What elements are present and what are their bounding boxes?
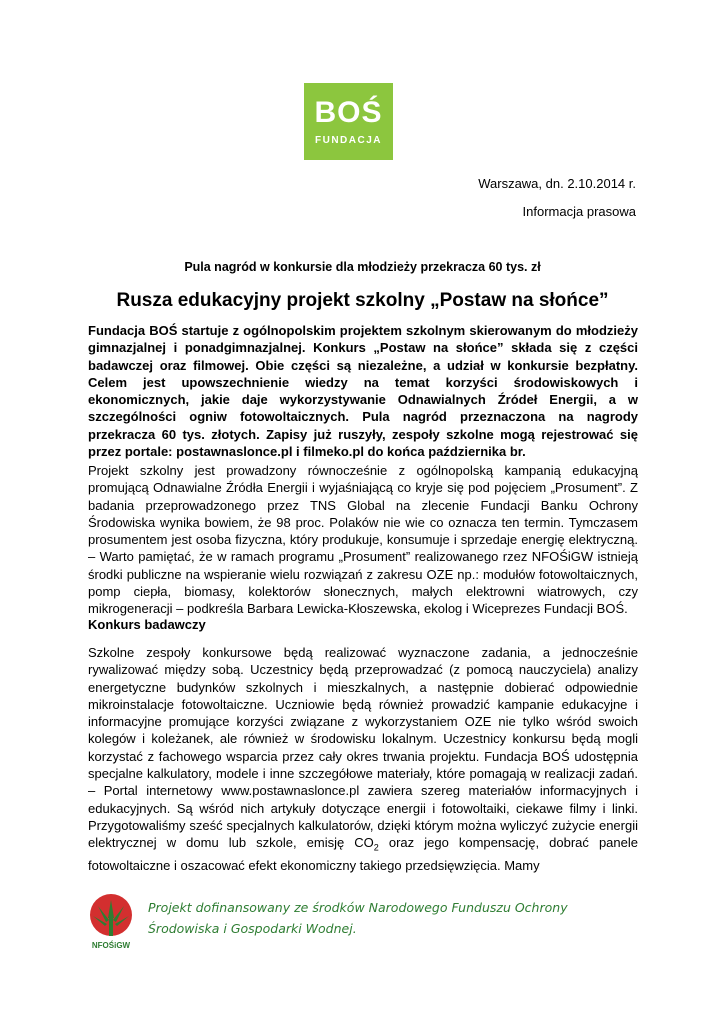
- nfosigw-logo-text: NFOŚiGW: [91, 941, 131, 950]
- body-paragraph-1: Projekt szkolny jest prowadzony równocześnie z ogólnopolską kampanią edukacyjną promującą Odnawialne Źródła Energii i wyjaśniającą co kryje się pod pojęciem „Prosument”. Z badania przeprowadzonego przez TNS Global na zlecenie Fundacji Banku Ochrony Środowiska wynika bowiem, że 98 proc. Polaków nie wie co oznacza ten termin. Tymczasem prosumentem jest osoba fizyczna, który produkuje, konsumuje i sprzedaje energię elektryczną. – Warto pamiętać, że w ramach programu „Prosument” realizowanego rzez NFOŚiGW istnieją środki publiczne na wspieranie wielu rozwiązań z zakresu OZE np.: modułów fotowoltaicznych, pomp ciepła, biomasy, kolektorów słonecznych, małych elektrowni wiatrowych, czy mikrogeneracji – podkreśla Barbara Lewicka-Kłoszewska, ekolog i Wiceprezes Fundacji BOŚ.: [88, 463, 638, 617]
- nfosigw-logo-icon: [88, 892, 134, 952]
- subtitle: Pula nagród w konkursie dla młodzieży przekracza 60 tys. zł: [184, 260, 541, 274]
- body-text: Szkolne zespoły konkursowe będą realizować wyznaczone zadania, a jednocześnie rywalizować między sobą. Uczestnicy będą przeprowadzać (z pomocą nauczyciela) analizy energetyczne budynków szkolnych i mieszkalnych, a następnie dobierać odpowiednie mikroinstalacje fotowoltaiczne. Uczniowie będą również prowadzić kampanie edukacyjne i informacyjne promujące korzyści związane z wykorzystaniem OZE nie tylko wśród swoich kolegów i koleżanek, ale również w środowisku lokalnym. Uczestnicy konkursu będą mogli korzystać z fachowego wsparcia przez cały okres trwania projektu. Fundacja BOŚ udostępnia specjalne kalkulatory, modele i inne szczegółowe materiały, które pomagają w realizacji zadań. – Portal internetowy www.postawnaslonce.pl zawiera szereg materiałów informacyjnych i edukacyjnych. Są wśród nich artykuły dotyczące energii i fotowoltaiki, ciekawe filmy i linki. Przygotowaliśmy sześć specjalnych kalkulatorów, dzięki którym można wyliczyć zużycie energii elektrycznej w domu lub szkole, emisję CO: [88, 645, 638, 851]
- footer-note: Projekt dofinansowany ze środków Narodowego Funduszu Ochrony Środowiska i Gospodarki Wodnej.: [148, 900, 568, 936]
- section-heading: Konkurs badawczy: [88, 617, 206, 632]
- subscript: 2: [373, 842, 379, 853]
- logo-subtext: FUNDACJA: [315, 135, 382, 146]
- lead-paragraph: Fundacja BOŚ startuje z ogólnopolskim projektem szkolnym skierowanym do młodzieży gimnazjalnej i ponadgimnazjalnej. Konkurs „Postaw na słońce” składa się z części badawczej oraz filmowej. Obie części są niezależne, a udział w konkursie bezpłatny. Celem jest upowszechnienie wiedzy na temat korzyści środowiskowych i ekonomicznych, jakie daje wykorzystywanie Odnawialnych Źródeł Energii, a w szczególności ogniw fotowoltaicznych. Pula nagród przeznaczona na nagrody przekracza 60 tys. złotych. Zapisy już ruszyły, zespoły szkolne mogą rejestrować się przez portale: postawnaslonce.pl i filmeko.pl do końca października br.: [88, 323, 638, 460]
- page-title: Rusza edukacyjny projekt szkolny „Postaw na słońce”: [116, 290, 609, 311]
- fundacja-bos-logo: [304, 83, 393, 160]
- date-line: Warszawa, dn. 2.10.2014 r.: [478, 176, 636, 191]
- logo-text: BOŚ: [314, 96, 383, 129]
- body-text-continued: oraz jego kompensację, dobrać panele fotowoltaiczne i oszacować efekt ekonomiczny takiego przedsięwzięcia. Mamy: [88, 835, 638, 874]
- body-paragraph-2: [88, 644, 638, 874]
- document-type: Informacja prasowa: [522, 204, 636, 219]
